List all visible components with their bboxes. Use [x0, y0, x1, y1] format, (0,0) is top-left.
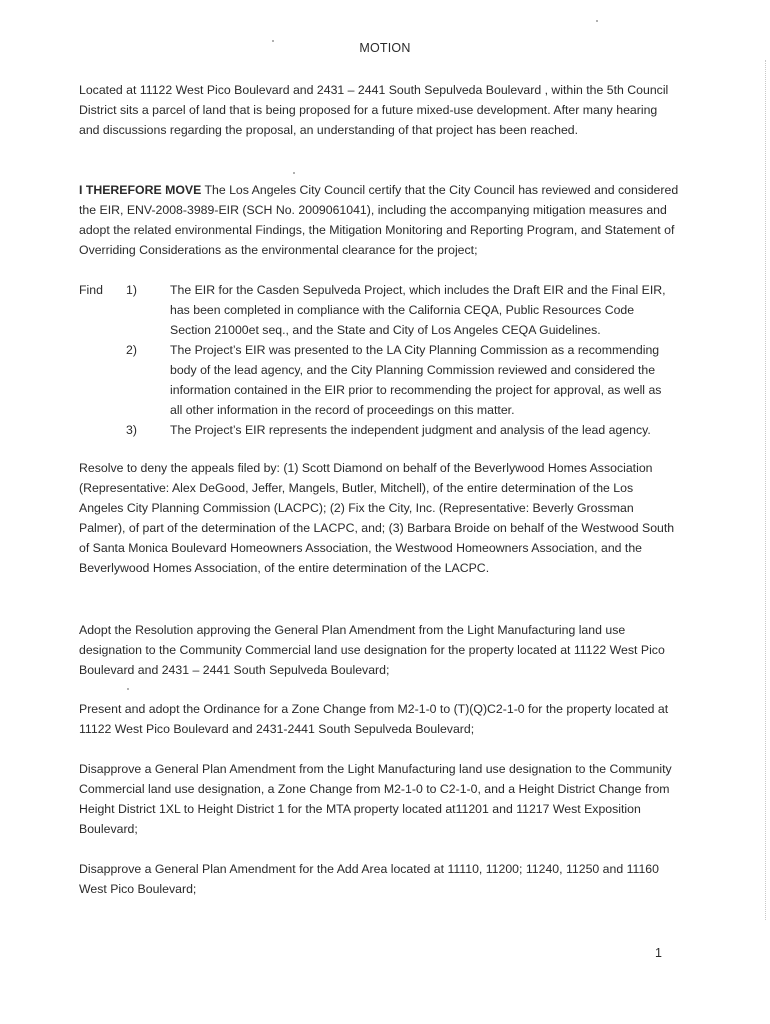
scan-speck	[596, 20, 598, 22]
scan-speck	[293, 172, 295, 174]
move-lead: I THEREFORE MOVE	[79, 183, 202, 197]
disapprove-add-area-paragraph: Disapprove a General Plan Amendment for the Add Area located at 11110, 11200; 11240, 11250 and 11160 West Pico Boulevard;	[79, 862, 659, 896]
page-number: 1	[655, 946, 662, 960]
move-paragraph	[79, 180, 679, 260]
present-paragraph: Present and adopt the Ordinance for a Zone Change from M2-1-0 to (T)(Q)C2-1-0 for the property located at 11122 West Pico Boulevard and 2431-2441 South Sepulveda Boulevard;	[79, 702, 669, 736]
finding-number: 1)	[126, 283, 137, 297]
received-stamp	[597, 27, 664, 66]
finding-number: 3)	[126, 423, 137, 437]
intro-text: Located at 11122 West Pico Boulevard and 2431 – 2441 South Sepulveda Boulevard , within the 5th Council District sits a parcel of land that is being proposed for a future mixed-use development. After many hearing and discussions regarding the proposal, an understanding of that project has been reached.	[79, 83, 669, 137]
find-label: Find	[79, 283, 103, 297]
adopt-paragraph: Adopt the Resolution approving the General Plan Amendment from the Light Manufacturing land use designation to the Community Commercial land use designation for the property located at 11122 West Pico Boulevard and 2431 – 2441 South Sepulveda Boulevard;	[79, 623, 665, 677]
finding-text: The Project’s EIR was presented to the LA City Planning Commission as a recommending body of the lead agency, and the City Planning Commission reviewed and considered the information contained in the EIR prior to recommending the project for approval, as well as all other information in the record of proceedings on this matter.	[170, 343, 662, 417]
resolve-paragraph: Resolve to deny the appeals filed by: (1) Scott Diamond on behalf of the Beverlywood Homes Association (Representative: Alex DeGood, Jeffer, Mangels, Butler, Mitchell), of the entire determination of the Los Angeles City Planning Commission (LACPC); (2) Fix the City, Inc. (Representative: Beverly Grossman Palmer), of part of the determination of the LACPC, and; (3) Barbara Broide on behalf of the Westwood South of Santa Monica Boulevard Homeowners Association, the Westwood Homeowners Association, and the Beverlywood Homes Association, of the entire determination of the LACPC.	[79, 461, 675, 575]
intro-paragraph	[79, 80, 679, 140]
scan-speck	[127, 688, 129, 690]
finding-number: 2)	[126, 343, 137, 357]
finding-text: The EIR for the Casden Sepulveda Project, which includes the Draft EIR and the Final EIR, has been completed in compliance with the California CEQA, Public Resources Code Section 21000et seq., and the State and City of Los Angeles CEQA Guidelines.	[170, 283, 666, 337]
disapprove-paragraph: Disapprove a General Plan Amendment from the Light Manufacturing land use designation to the Community Commercial land use designation, a Zone Change from M2-1-0 to C2-1-0, and a Height District Change from Height District 1XL to Height District 1 for the MTA property located at11201 and 11217 West Exposition Boulevard;	[79, 762, 672, 836]
move-text: The Los Angeles City Council certify that the City Council has reviewed and considered the EIR, ENV-2008-3989-EIR (SCH No. 2009061041), including the accompanying mitigation measures and adopt the related environmental Findings, the Mitigation Monitoring and Reporting Program, and Statement of Overriding Considerations as the environmental clearance for the project;	[79, 183, 679, 257]
document-title: MOTION	[359, 41, 411, 55]
scan-speck	[272, 40, 274, 42]
finding-text: The Project’s EIR represents the independent judgment and analysis of the lead agency.	[170, 423, 651, 437]
scan-margin-marks	[759, 60, 766, 920]
